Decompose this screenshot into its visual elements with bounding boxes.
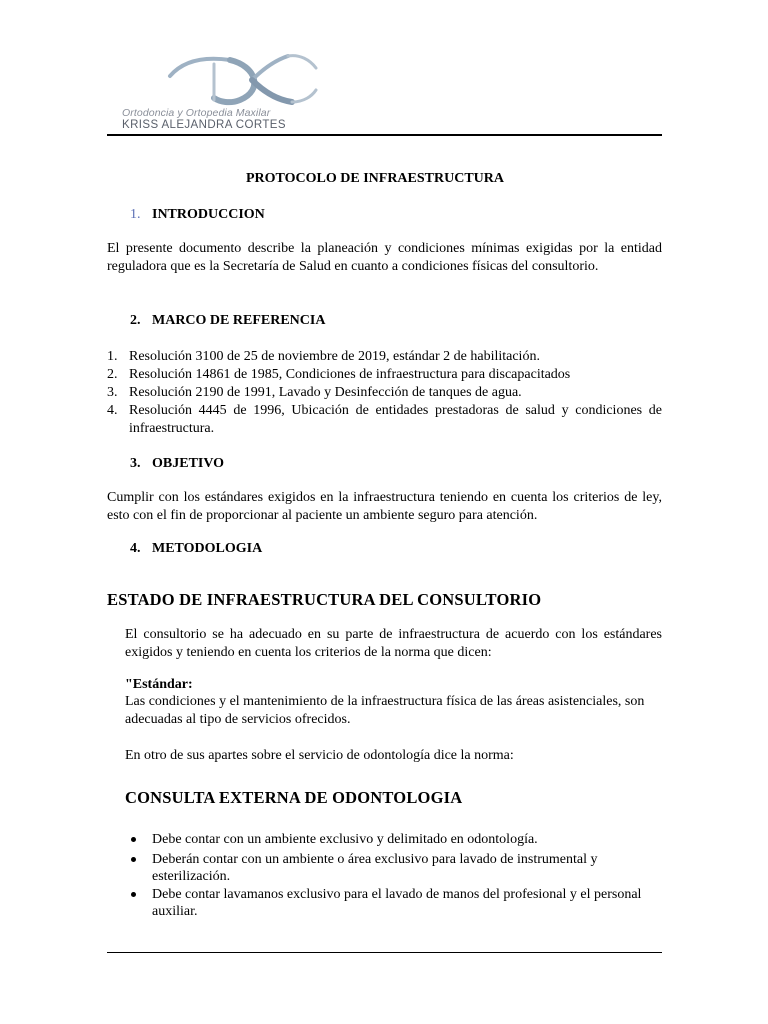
bullet-2-icon xyxy=(131,857,136,862)
estandar-label: "Estándar: xyxy=(125,677,193,692)
section-3-number: 3. xyxy=(130,456,141,471)
bullet-3-icon xyxy=(131,892,136,897)
bullet-2-line-1: Deberán contar con un ambiente o área exclusivo para lavado de instrumental y xyxy=(152,852,598,867)
bullet-2-line-2: esterilización. xyxy=(152,869,231,884)
logo-name: KRISS ALEJANDRA CORTES xyxy=(122,119,286,131)
section-4-number: 4. xyxy=(130,541,141,556)
header-divider xyxy=(107,134,662,136)
otro-paragraph: En otro de sus apartes sobre el servicio de odontología dice la norma: xyxy=(125,748,514,763)
footer-divider xyxy=(107,952,662,953)
bullet-1-line-1: Debe contar con un ambiente exclusivo y delimitado en odontología. xyxy=(152,832,538,847)
section-2-number: 2. xyxy=(130,313,141,328)
consulta-heading: CONSULTA EXTERNA DE ODONTOLOGIA xyxy=(125,788,463,807)
ref-3-text: Resolución 2190 de 1991, Lavado y Desinfección de tanques de agua. xyxy=(129,385,522,400)
estado-heading: ESTADO DE INFRAESTRUCTURA DEL CONSULTORIO xyxy=(107,590,542,609)
estandar-line-1: Las condiciones y el mantenimiento de la infraestructura física de las áreas asistenciales, son xyxy=(125,694,645,709)
section-4-title: METODOLOGIA xyxy=(152,541,263,556)
ref-2-text: Resolución 14861 de 1985, Condiciones de infraestructura para discapacitados xyxy=(129,367,571,382)
ref-1-number: 1. xyxy=(107,349,118,364)
ref-4-number: 4. xyxy=(107,403,118,418)
ref-1-text: Resolución 3100 de 25 de noviembre de 2019, estándar 2 de habilitación. xyxy=(129,349,540,364)
section-1-number: 1. xyxy=(130,207,141,222)
bullet-1-icon xyxy=(131,837,136,842)
estado-paragraph: El consultorio se ha adecuado en su parte de infraestructura de acuerdo con los estándares exigidos y teniendo en cuenta los criterios de la norma que dicen: xyxy=(125,627,662,660)
ref-3-number: 3. xyxy=(107,385,118,400)
clinic-logo xyxy=(118,50,342,130)
dk-logo-mark-icon xyxy=(160,50,330,108)
section-1-title: INTRODUCCION xyxy=(152,207,265,222)
bullet-3-line-2: auxiliar. xyxy=(152,904,198,919)
logo-subtitle: Ortodoncia y Ortopedia Maxilar xyxy=(122,107,271,119)
ref-4-text: Resolución 4445 de 1996, Ubicación de entidades prestadoras de salud y condiciones de infraestructura. xyxy=(129,403,662,436)
section-2-title: MARCO DE REFERENCIA xyxy=(152,313,326,328)
intro-paragraph: El presente documento describe la planeación y condiciones mínimas exigidas por la entidad reguladora que es la Secretaría de Salud en cuanto a condiciones físicas del consultorio. xyxy=(107,241,662,274)
ref-2-number: 2. xyxy=(107,367,118,382)
document-title: PROTOCOLO DE INFRAESTRUCTURA xyxy=(246,171,504,186)
estandar-line-2: adecuadas al tipo de servicios ofrecidos. xyxy=(125,712,351,727)
objetivo-paragraph: Cumplir con los estándares exigidos en la infraestructura teniendo en cuenta los criterios de ley, esto con el fin de proporcionar al paciente un ambiente seguro para atención. xyxy=(107,490,662,523)
section-3-title: OBJETIVO xyxy=(152,456,225,471)
bullet-3-line-1: Debe contar lavamanos exclusivo para el lavado de manos del profesional y el personal xyxy=(152,887,642,902)
